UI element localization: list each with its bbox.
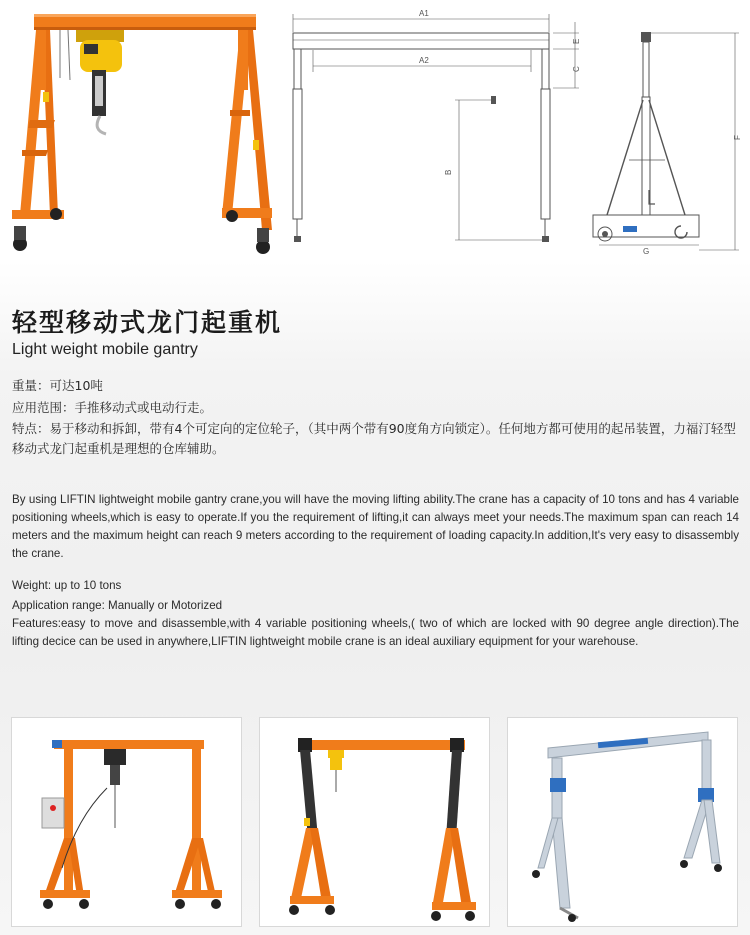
front-view-drawing — [283, 0, 583, 262]
side-view-drawing — [585, 0, 750, 262]
dim-a2-label: A2 — [419, 56, 429, 65]
dim-g-label: G — [643, 247, 650, 256]
product-photo-aluminium — [507, 717, 738, 927]
product-photo-orange-motorized — [11, 717, 242, 927]
dim-c-label: C — [572, 66, 581, 72]
cn-weight-spec: 重量：可达10吨 — [12, 378, 103, 393]
dim-a1-label: A1 — [419, 9, 429, 18]
cn-features-spec: 特点：易于移动和拆卸，带有4个可定向的定位轮子，（其中两个带有90度角方向锁定）。任何地方都可使用的起吊装置，力福汀轻型移动式龙门起重机是理想的仓库辅助。 — [12, 421, 736, 456]
dim-f-label: F — [733, 135, 742, 140]
en-features-paragraph: Features:easy to move and disassemble,with 4 variable positioning wheels,( two of which are locked with 90 degree angle direction).The lifting decice can be used in anywhere,LIFTIN lightweight mobile crane is an ideal auxiliary equipment for your warehouse. — [12, 617, 739, 648]
en-weight-spec: Weight: up to 10 tons — [12, 579, 122, 592]
dim-e-label: E — [572, 38, 581, 44]
dim-b-label: B — [444, 169, 453, 175]
hero-crane-photo — [0, 0, 280, 262]
cn-range-spec: 应用范围：手推移动式或电动行走。 — [12, 400, 213, 415]
page-title-english: Light weight mobile gantry — [12, 341, 198, 358]
en-range-spec: Application range: Manually or Motorized — [12, 599, 223, 612]
en-intro-paragraph: By using LIFTIN lightweight mobile gantry crane,you will have the moving lifting ability.The crane has a capacity of 10 tons and has 4 variable positioning wheels,which is easy to operate.If you the requirement of lifting,it can always meet your needs.The maximum span can reach 14 meters and the maximum height can reach 9 meters according to the requirement of loading capacity.In addition,It's very easy to disassembly the crane. — [12, 493, 739, 560]
product-photo-orange-manual — [259, 717, 490, 927]
page-title-chinese: 轻型移动式龙门起重机 — [12, 308, 283, 337]
